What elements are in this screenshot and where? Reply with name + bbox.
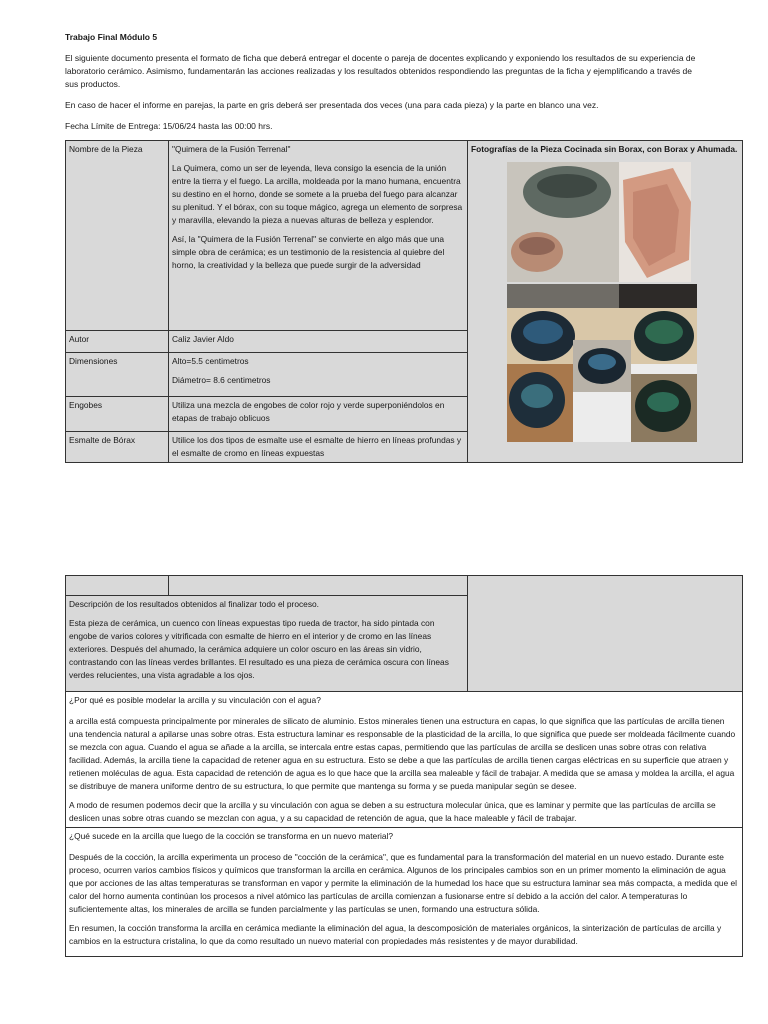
answer-2-paragraph-1: Después de la cocción, la arcilla experimenta un proceso de "cocción de la cerámica", que es fundamental para la transformación del material en un nuevo estado. Durante este proceso, ocurren varios cambios físicos y químicos que transforman la arcilla en cerámica. Algunos de los principales cambios son en un primer momento la eliminación de agua que por acciones de las altas temperaturas se transforman en vapor y permite la eliminación de la humedad los hace que su estructura laminar sea más compacta, a medida que el calor del horno aumenta continúan los procesos a nivel atómico las partículas de arcilla comienzan a fusionarse entre sí debido a la acción del calor. A temperaturas lo suficientemente altas, los minerales de arcilla se funden parcialmente y las partículas se unen, formando una estructura sólida. xyxy=(69,852,738,915)
answer-2-paragraph-2: En resumen, la cocción transforma la arcilla en cerámica mediante la eliminación del agua, la descomposición de materiales orgánicos, la sinterización de partículas de arcilla y cambios en la estructura cristalina, lo que da como resultado un nuevo material con propiedades más resistentes y de mayor durabilidad. xyxy=(69,923,722,947)
question-1-cell xyxy=(66,692,743,828)
piece-description-2: Así, la "Quimera de la Fusión Terrenal" se convierte en algo más que una simple obra de cerámica; es un testimonio de la resistencia al quiebre del horno, la creatividad y la belleza que puede surgir de la adversidad xyxy=(172,234,445,271)
answer-1-paragraph-1: a arcilla está compuesta principalmente por minerales de silicato de aluminio. Estos minerales tienen una estructura en capas, lo que significa que las partículas de arcilla tienen una tendencia natural a apilarse unas sobre otras. Esta estructura laminar es responsable de la plasticidad de la arcilla, lo que significa que puede ser moldeada fácilmente cuando se mezcla con agua. Cuando el agua se añade a la arcilla, se intercala entre estas capas, permitiendo que las partículas de arcilla se deslicen unas sobre otras con relativa facilidad. Además, la arcilla tiene la capacidad de retener agua en su estructura. Esto se debe a que las partículas de arcilla tienen cargas eléctricas en su superficie que atraen y retienen moléculas de agua. Esta capacidad de retención de agua es lo que hace que la arcilla sea maleable y fácil de trabajar. A medida que se amasa y moldea la arcilla, el agua se distribuye de manera uniforme dentro de su estructura, lo que permite que mantenga su forma y se pueda manipular según se desee. xyxy=(69,716,736,792)
dimension-diameter: Diámetro= 8.6 centimetros xyxy=(172,375,271,386)
author-value: Caliz Javier Aldo xyxy=(169,331,468,353)
dimension-height: Alto=5.5 centimetros xyxy=(172,356,249,366)
piece-name-cell xyxy=(169,141,468,331)
dimensions-cell xyxy=(169,353,468,397)
empty-header-cell-2 xyxy=(169,576,468,596)
results-description-body: Esta pieza de cerámica, un cuenco con líneas expuestas tipo rueda de tractor, ha sido pintada con engobe de varios colores y vitrificada con esmalte de hierro en el interior y de cromo en las líneas exteriores. Después del ahumado, la cerámica adquiere un color oscuro en las áreas sin vidrio, contrastando con las líneas verdes brillantes. El resultado es una pieza de cerámica oscura con líneas verdes relucientes, una vista agradable a los ojos. xyxy=(69,618,449,681)
results-description-cell xyxy=(66,596,468,692)
borax-glaze-label: Esmalte de Bórax xyxy=(66,432,169,463)
document-title: Trabajo Final Módulo 5 xyxy=(65,32,158,42)
piece-info-table xyxy=(65,140,743,463)
intro-paragraph: El siguiente documento presenta el formato de ficha que deberá entregar el docente o pareja de docentes explicando y exponiendo los resultados de su experiencia de laboratorio cerámico. Asimismo, fundamentarán las acciones realizadas y los resultados obtenidos respondiendo las preguntas de la ficha y ejemplificando a través de sus productos. xyxy=(65,53,696,89)
photos-cell xyxy=(468,141,743,463)
borax-glaze-value: Utilice los dos tipos de esmalte use el esmalte de hierro en líneas profundas y el esmalte de cromo en líneas expuestas xyxy=(169,432,468,463)
author-label: Autor xyxy=(66,331,169,353)
question-2-cell xyxy=(66,828,743,957)
results-description-title: Descripción de los resultados obtenidos al finalizar todo el proceso. xyxy=(69,599,319,609)
piece-name-title: "Quimera de la Fusión Terrenal" xyxy=(172,144,291,154)
question-2: ¿Qué sucede en la arcilla que luego de la cocción se transforma en un nuevo material? xyxy=(69,831,394,842)
answer-1-paragraph-2: A modo de resumen podemos decir que la arcilla y su vinculación con agua se deben a su estructura molecular única, que es laminar y permite que las partículas de arcilla se deslicen unas sobre otras cuando se mezclan con agua, y a su capacidad de retención de agua, que la hace maleable y fácil de trabajar. xyxy=(69,800,716,824)
pairs-note: En caso de hacer el informe en parejas, la parte en gris deberá ser presentada dos veces (una para cada pieza) y la parte en blanco una vez. xyxy=(65,100,599,110)
deadline-text: Fecha Límite de Entrega: 15/06/24 hasta las 00:00 hrs. xyxy=(65,121,273,131)
engobes-value: Utiliza una mezcla de engobes de color rojo y verde superponiéndolos en etapas de trabajo oblicuos xyxy=(169,397,468,432)
dimensions-label: Dimensiones xyxy=(66,353,169,397)
glazed-pieces-photo xyxy=(507,284,697,442)
question-1: ¿Por qué es posible modelar la arcilla y su vinculación con el agua? xyxy=(69,695,321,705)
empty-photo-cell xyxy=(468,576,743,692)
raw-pieces-photo xyxy=(507,162,691,282)
photos-title: Fotografías de la Pieza Cocinada sin Borax, con Borax y Ahumada. xyxy=(471,144,738,154)
photo-collage xyxy=(471,156,739,446)
results-table xyxy=(65,575,743,957)
empty-header-cell-1 xyxy=(66,576,169,596)
piece-description-1: La Quimera, como un ser de leyenda, lleva consigo la esencia de la unión entre la tierra y el fuego. La arcilla, moldeada por la mano humana, encuentra su destino en el horno, donde se somete a la prueba del fuego para alcanzar su plenitud. Y el bórax, con su toque mágico, agrega un elemento de sorpresa y maravilla, elevando la pieza a nuevas alturas de belleza y esplendor. xyxy=(172,163,463,226)
piece-name-label: Nombre de la Pieza xyxy=(66,141,169,331)
engobes-label: Engobes xyxy=(66,397,169,432)
